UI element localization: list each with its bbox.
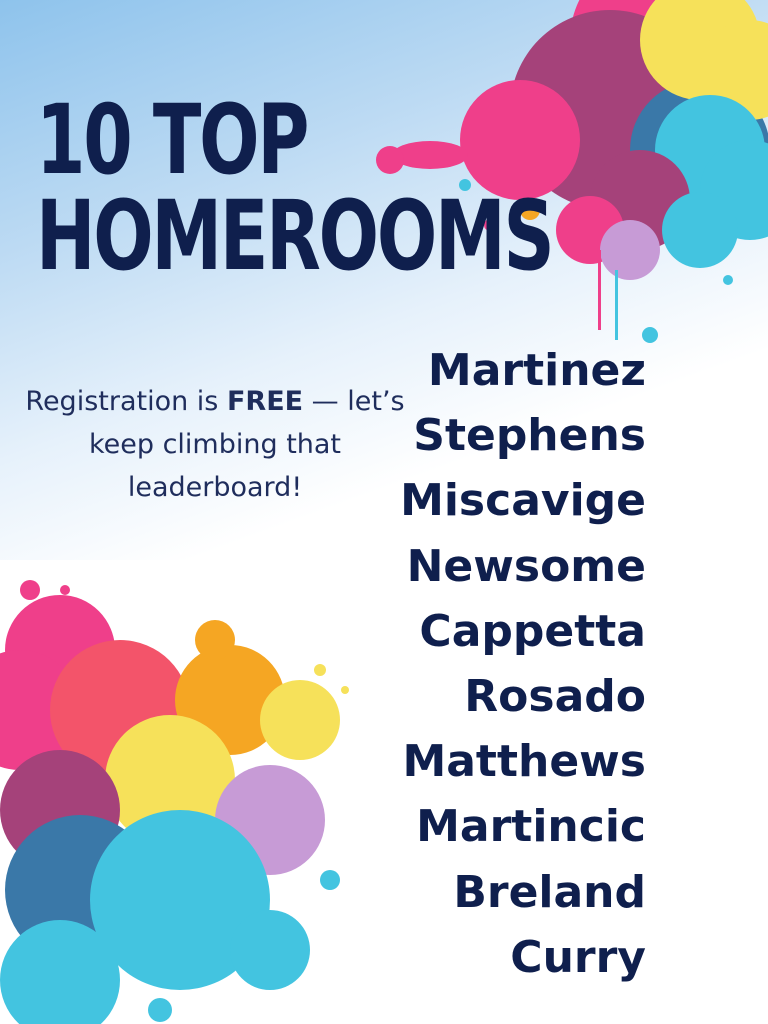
homeroom-name: Rosado (464, 671, 646, 723)
homeroom-name: Stephens (413, 410, 646, 462)
homeroom-name: Curry (510, 931, 646, 983)
poster-title (36, 84, 553, 292)
homeroom-name: Miscavige (400, 475, 646, 527)
homeroom-name: Martincic (416, 801, 646, 853)
note-emphasis: FREE (226, 386, 304, 417)
title-line-1: 10 TOP (36, 84, 308, 196)
homeroom-list (400, 338, 646, 990)
title-line-2: HOMEROOMS (36, 180, 553, 292)
homeroom-name: Cappetta (419, 605, 646, 657)
homeroom-name: Martinez (427, 345, 646, 396)
homeroom-name: Breland (453, 866, 646, 918)
homeroom-name: Matthews (402, 736, 646, 788)
note-text-1: Registration is (25, 386, 227, 417)
paint-splash-bottom-icon (0, 560, 380, 1024)
note-text-2: — let’s keep climbing that leaderboard! (88, 386, 405, 503)
homeroom-name: Newsome (406, 540, 646, 592)
registration-note (20, 380, 410, 509)
